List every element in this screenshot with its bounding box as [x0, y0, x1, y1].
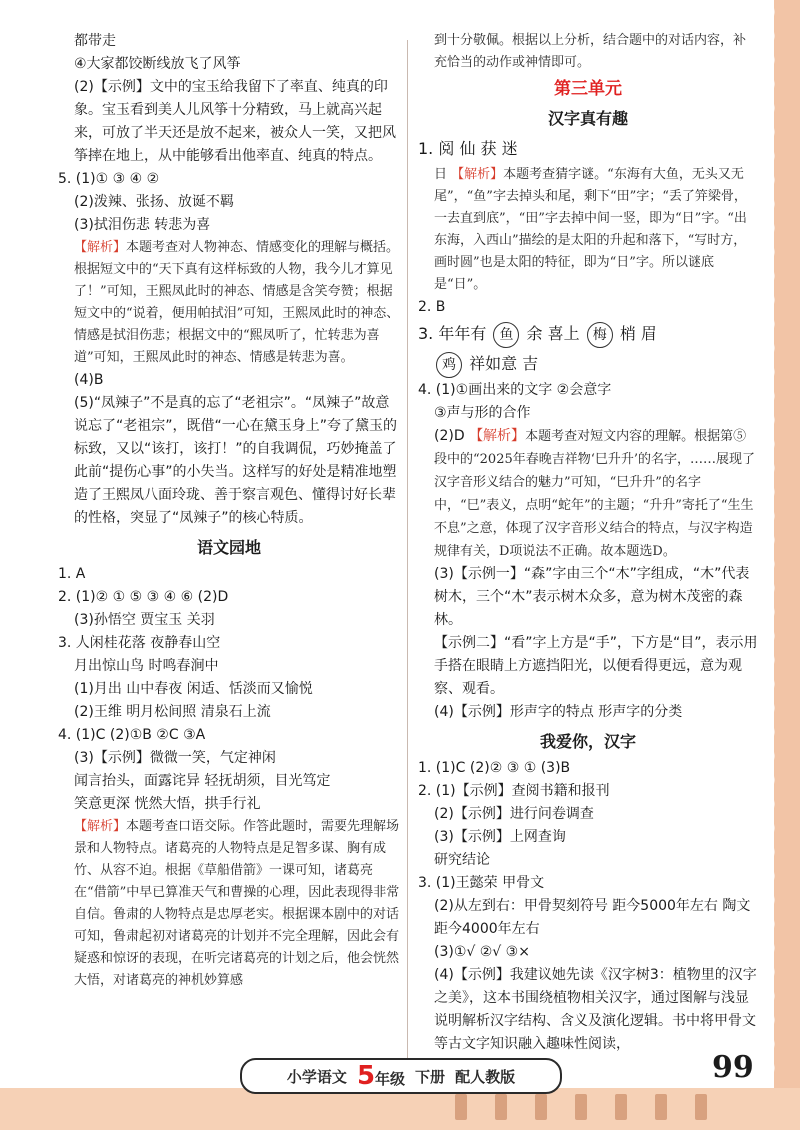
footer-term: 下册 [415, 1067, 446, 1086]
text-line: (2)从左到右：甲骨契刻符号 距今5000年左右 陶文 距今4000年左右 [434, 898, 751, 937]
question-1: 1. 阅 仙 获 迷 [418, 139, 518, 158]
text-line: (3)【示例】微微一笑，气定神闲 [74, 750, 276, 766]
text-line: (1)月出 山中春夜 闲适、恬淡而又愉悦 [74, 681, 313, 697]
text-line: ③声与形的合作 [434, 405, 531, 421]
question-2: 2. (1)【示例】查阅书籍和报刊 [418, 783, 610, 799]
column-divider [407, 40, 408, 1070]
text-line: ④大家都饺断线放飞了风筝 [74, 56, 241, 72]
analysis-text: 本题考查对人物神态、情感变化的理解与概括。根据短文中的“天下真有这样标致的人物，我今儿才算见了！”可知，王熙凤此时的神态、情感是含笑夸赞；根据短文中的“说着，便用帕拭泪”可知，王熙凤此时的神态、情感是拭泪伤悲；根据文中的“熙凤听了，忙转悲为喜道”可知，王熙凤此时的神态、情感是转悲为喜。 [74, 240, 400, 365]
analysis-tag: 【解析】 [451, 167, 504, 182]
text-line: (2)王维 明月松间照 清泉石上流 [74, 704, 271, 720]
question-4: 4. (1)①画出来的文字 ②会意字 [418, 382, 612, 398]
text-fragment: 3. 年年有 [418, 324, 487, 343]
text-line: (3)拭泪伤悲 转悲为喜 [74, 217, 211, 233]
text-line: 研究结论 [434, 852, 490, 868]
text-line: (3)【示例】上网查询 [434, 829, 566, 845]
analysis-block [58, 816, 400, 992]
text-fragment: 祥如意 吉 [469, 354, 539, 373]
question-3-cont [418, 349, 758, 379]
analysis-tag: 【解析】 [469, 428, 526, 444]
analysis-block [418, 164, 758, 296]
lesson-title: 汉字真有趣 [547, 109, 628, 128]
analysis-block [58, 237, 400, 369]
question-2: 2. B [418, 299, 446, 315]
text-line: (4)【示例】形声字的特点 形声字的分类 [434, 704, 683, 720]
text-fragment: 梢 眉 [619, 324, 657, 343]
text-fragment: 余 喜上 [526, 324, 580, 343]
footer-grade-number: 5 [356, 1061, 376, 1091]
text-line: 【示例二】“看”字上方是“手”，下方是“目”，表示用手搭在眼睛上方遮挡阳光，以便看得更远，意为观察、观看。 [434, 635, 758, 697]
circled-character: 梅 [587, 322, 613, 348]
footer-edition: 配人教版 [455, 1067, 516, 1086]
text-line: 闻言抬头，面露诧异 轻抚胡须，目光笃定 [74, 773, 331, 789]
footer-book-badge [240, 1058, 562, 1094]
analysis-tag: 【解析】 [74, 819, 127, 834]
decorative-pillars [455, 1094, 707, 1120]
footer-subject: 小学语文 [286, 1067, 347, 1086]
lesson-title: 我爱你，汉字 [539, 732, 636, 751]
text-line: (5)“凤辣子”不是真的忘了“老祖宗”。“凤辣子”故意说忘了“老祖宗”，既借“一心在黛玉身上”夸了黛玉的标致，又以“该打，该打！”的自我调侃，巧妙掩盖了此前“提伤心事”的小失当。这样写的好处是精准地塑造了王熙凤八面玲珑、善于察言观色、懂得讨好长辈的性格，突显了“凤辣子”的核心特质。 [74, 395, 398, 526]
text-line: 月出惊山鸟 时鸣春涧中 [74, 658, 219, 674]
text-line: (2)【示例】文中的宝玉给我留下了率直、纯真的印象。宝玉看到美人儿风筝十分精致，马上就高兴起来，可放了半天还是放不起来，被众人一笑，又把风筝摔在地上，从中能够看出他率直、纯真的特点。 [74, 79, 396, 164]
garden-q3: 3. 人闲桂花落 夜静春山空 [58, 635, 221, 651]
analysis-text: 本题考查对短文内容的理解。根据第⑤段中的“2025年春晚吉祥物‘巳升升’的名字，……展现了汉字音形义结合的魅力”可知，“巳升升”的名字中，“巳”表义，点明“蛇年”的主题；“升升”寄托了“生生不息”之意，体现了汉字音形义结合的特点，与汉字构造规律有关，D项说法不正确。故本题选D。 [434, 429, 755, 559]
page-number: 99 [712, 1050, 754, 1085]
right-column [418, 30, 758, 1056]
question-1: 1. (1)C (2)② ③ ① (3)B [418, 760, 571, 776]
garden-q1: 1. A [58, 566, 86, 582]
analysis-continued: 到十分敬佩。根据以上分析，结合题中的对话内容，补充恰当的动作或神情即可。 [434, 33, 747, 70]
text-line: (2)泼辣、张扬、放诞不羁 [74, 194, 234, 210]
analysis-block [418, 425, 758, 563]
unit-title: 第三单元 [554, 79, 622, 99]
text-line: (3)【示例一】“森”字由三个“木”字组成，“木”代表树木，三个“木”表示树木众多，意为树木茂密的森林。 [434, 566, 750, 628]
text-line: (4)B [74, 372, 104, 388]
answer-text: 日 [434, 167, 448, 182]
text-line: (4)【示例】我建议她先读《汉字树3：植物里的汉字之美》，这本书围绕植物相关汉字，通过图解与浅显说明解析汉字结构、含义及演化逻辑。书中将甲骨文等古文字知识融入趣味性阅读， [434, 967, 757, 1052]
decorative-wave-border [774, 0, 800, 1130]
text-line: 笑意更深 恍然大悟，拱手行礼 [74, 796, 261, 812]
footer-grade-unit: 年级 [375, 1070, 406, 1088]
garden-q2: 2. (1)② ① ⑤ ③ ④ ⑥ (2)D [58, 589, 229, 605]
garden-q4: 4. (1)C (2)①B ②C ③A [58, 727, 206, 743]
left-column [58, 30, 400, 992]
analysis-tag: 【解析】 [74, 240, 127, 255]
question-3 [418, 319, 758, 349]
text-line: (2)【示例】进行问卷调查 [434, 806, 594, 822]
text-line: (3)①√ ②√ ③× [434, 944, 530, 960]
answer-text: (2)D [434, 428, 470, 444]
analysis-text: 本题考查口语交际。作答此题时，需要先理解场景和人物特点。诸葛亮的人物特点是足智多谋、胸有成竹、从容不迫。根据《草船借箭》一课可知，诸葛亮在“借箭”中早已算准天气和曹操的心理，因此表现得非常自信。鲁肃的人物特点是忠厚老实。根据课本剧中的对话可知，鲁肃起初对诸葛亮的计划并不完全理解，因此会有疑惑和惊讶的表现，在听完诸葛亮的计划之后，他会恍然大悟，对诸葛亮的神机妙算感 [74, 819, 400, 988]
text-line: 都带走 [74, 33, 116, 49]
text-line: (3)孙悟空 贾宝玉 关羽 [74, 612, 215, 628]
question-5: 5. (1)① ③ ④ ② [58, 171, 160, 187]
section-title-garden: 语文园地 [196, 538, 261, 557]
question-3: 3. (1)王懿荣 甲骨文 [418, 875, 545, 891]
circled-character: 鱼 [493, 322, 519, 348]
analysis-text: 本题考查猜字谜。“东海有大鱼，无头又无尾”，“鱼”字去掉头和尾，剩下“田”字；“丢了笄梁骨，一去直到底”，“田”字去掉中间一竖，即为“日”字。“出东海，入西山”描绘的是太阳的升起和落下，“写时方，画时圆”也是太阳的特征，即为“日”字。所以谜底是“日”。 [434, 167, 747, 292]
circled-character: 鸡 [436, 352, 462, 378]
